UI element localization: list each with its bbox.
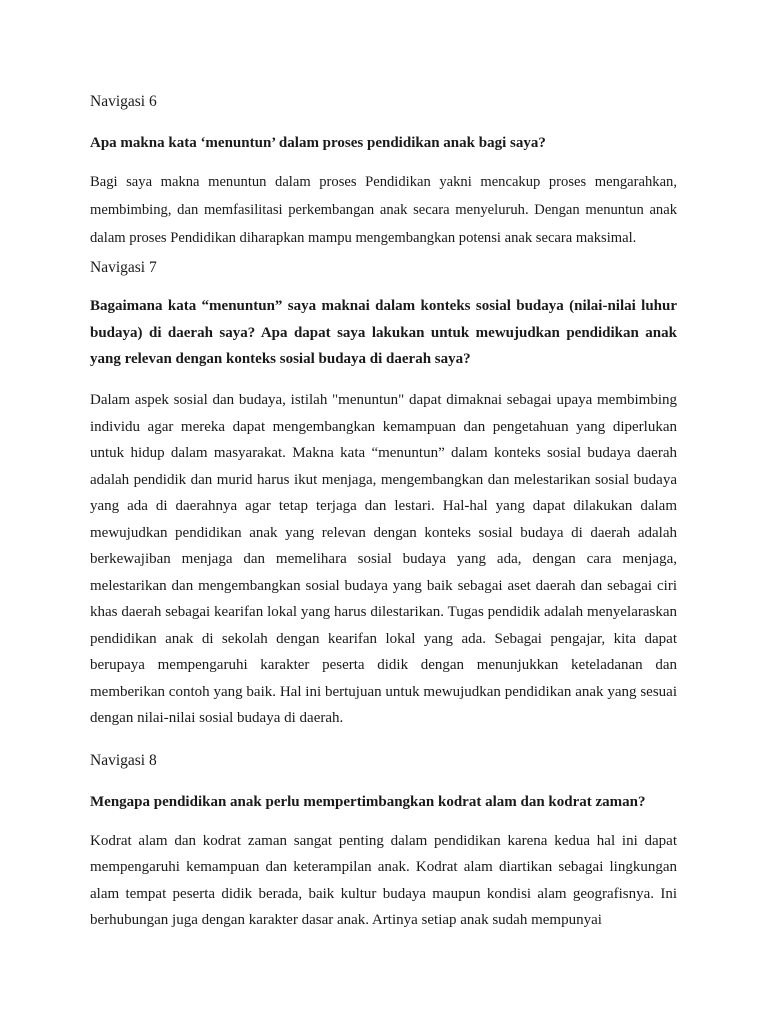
- answer-navigasi-8: Kodrat alam dan kodrat zaman sangat penting dalam pendidikan karena kedua hal ini dapat mempengaruhi kemampuan dan keterampilan anak. Kodrat alam diartikan sebagai lingkungan alam tempat peserta didik berada, baik kultur budaya maupun kondisi alam geografisnya. Ini berhubungan juga dengan karakter dasar anak. Artinya setiap anak sudah mempunyai: [90, 833, 677, 929]
- section-heading-navigasi-8: Navigasi 8: [90, 752, 157, 769]
- question-navigasi-6: Apa makna kata ‘menuntun’ dalam proses pendidikan anak bagi saya?: [90, 135, 546, 151]
- question-navigasi-8: Mengapa pendidikan anak perlu mempertimbangkan kodrat alam dan kodrat zaman?: [90, 794, 646, 810]
- answer-navigasi-6: Bagi saya makna menuntun dalam proses Pendidikan yakni mencakup proses mengarahkan, membimbing, dan memfasilitasi perkembangan anak secara menyeluruh. Dengan menuntun anak dalam proses Pendidikan diharapkan mampu mengembangkan potensi anak secara maksimal.: [90, 174, 677, 246]
- section-heading-navigasi-7: Navigasi 7: [90, 259, 157, 276]
- section-heading-navigasi-6: Navigasi 6: [90, 93, 157, 110]
- answer-navigasi-7: Dalam aspek sosial dan budaya, istilah "menuntun" dapat dimaknai sebagai upaya membimbing individu agar mereka dapat mengembangkan kemampuan dan pengetahuan yang diperlukan untuk hidup dalam masyarakat. Makna kata “menuntun” dalam konteks sosial budaya daerah adalah pendidik dan murid harus ikut menjaga, mengembangkan dan melestarikan sosial budaya yang ada di daerahnya agar tetap terjaga dan lestari. Hal-hal yang dapat dilakukan dalam mewujudkan pendidikan anak yang relevan dengan konteks sosial budaya di daerah adalah berkewajiban menjaga dan memelihara sosial budaya yang ada, dengan cara menjaga, melestarikan dan mengembangkan sosial budaya yang baik sebagai aset daerah dan sebagai ciri khas daerah sebagai kearifan lokal yang harus dilestarikan. Tugas pendidik adalah menyelaraskan pendidikan anak di sekolah dengan kearifan lokal yang ada. Sebagai pengajar, kita dapat berupaya mempengaruhi karakter peserta didik dengan menunjukkan keteladanan dan memberikan contoh yang baik. Hal ini bertujuan untuk mewujudkan pendidikan anak yang sesuai dengan nilai-nilai sosial budaya di daerah.: [90, 392, 677, 726]
- question-navigasi-7: Bagaimana kata “menuntun” saya maknai dalam konteks sosial budaya (nilai-nilai luhur budaya) di daerah saya? Apa dapat saya lakukan untuk mewujudkan pendidikan anak yang relevan dengan konteks sosial budaya di daerah saya?: [90, 298, 677, 368]
